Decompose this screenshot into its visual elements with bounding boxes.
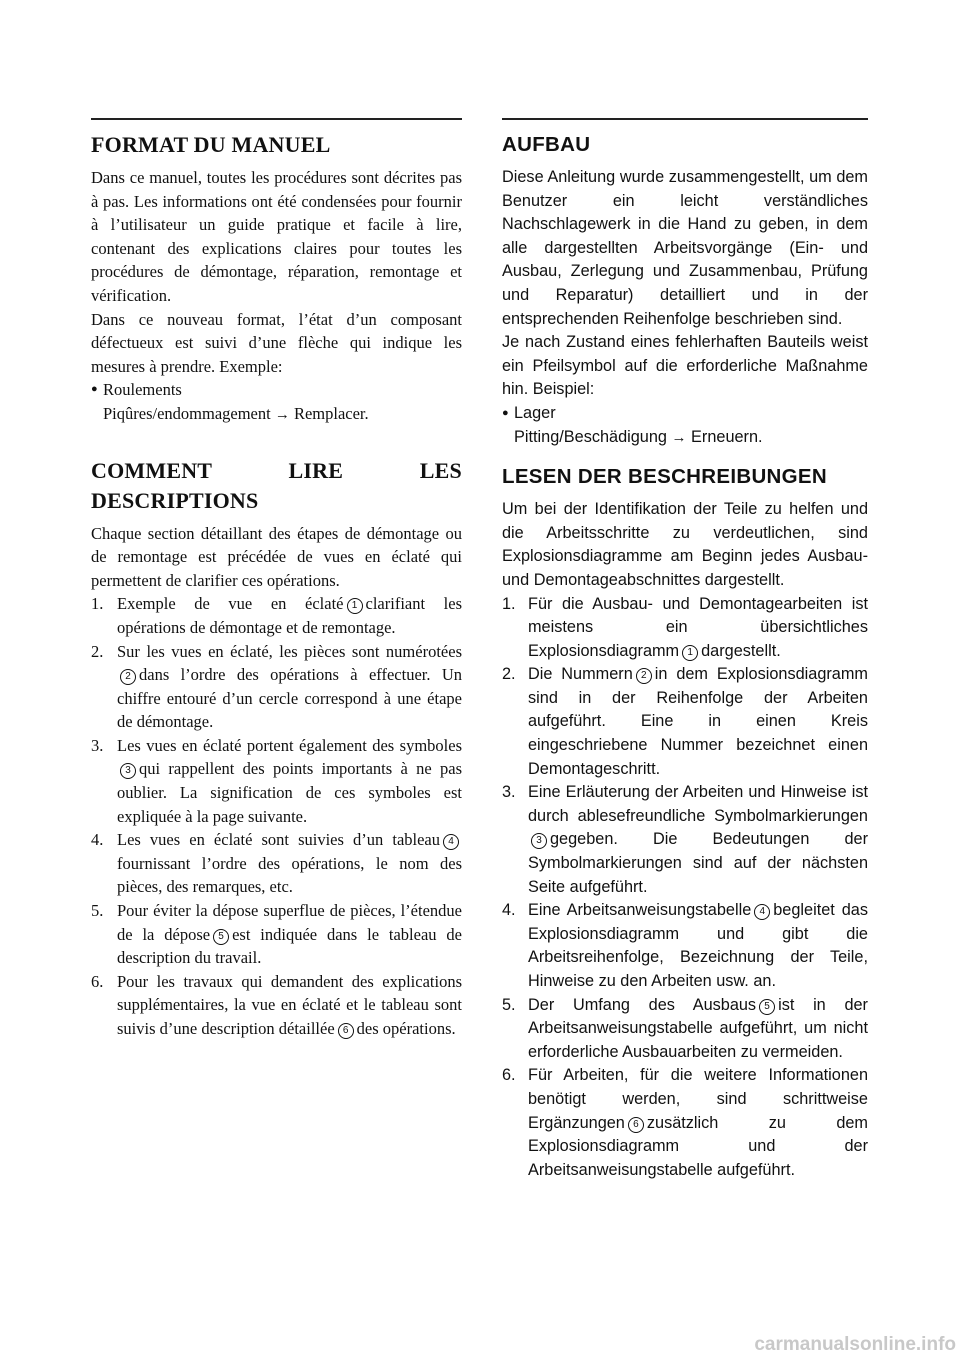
list-item-number: 6. xyxy=(502,1066,516,1085)
arrow-icon: → xyxy=(671,428,687,446)
list-item-number: 2. xyxy=(91,641,104,661)
french-example-item: Roulements xyxy=(103,380,182,400)
list-item-number: 4. xyxy=(502,901,516,920)
list-item xyxy=(91,592,462,639)
list-item xyxy=(502,1064,868,1182)
list-item-text: Eine Arbeitsanweisungstabelle 4 begleitet das Explosionsdiagramm und gibt die Arbeitsreihenfolge, Bezeichnung der Teile, Hinweise zu den Arbeiten usw. an. xyxy=(528,901,868,990)
list-item-number: 3. xyxy=(502,783,516,802)
list-item-text: Für Arbeiten, für die weitere Informationen benötigt werden, sind schrittweise Ergänzungen 6 zusätzlich zu dem Explosionsdiagramm und der Arbeitsanweisungstabelle aufgeführt. xyxy=(528,1066,868,1179)
list-item-number: 4. xyxy=(91,830,104,850)
german-arrow-paragraph: Je nach Zustand eines fehlerhaften Bauteils weist ein Pfeilsymbol auf die erforderliche Maßnahme hin. Beispiel: xyxy=(502,333,868,399)
german-heading-aufbau: AUFBAU xyxy=(502,133,591,156)
list-item xyxy=(91,970,462,1041)
list-item-number: 1. xyxy=(91,594,104,614)
bullet-icon: ● xyxy=(502,406,509,419)
german-descriptions-intro: Um bei der Identifikation der Teile zu helfen und die Arbeitsschritte zu verdeutlichen, sind Explosionsdiagramme am Beginn jedes Ausbau- und Demontageabschnittes dargestellt. xyxy=(502,500,868,589)
german-column xyxy=(502,120,868,1182)
french-column xyxy=(91,120,462,1041)
list-item xyxy=(502,994,868,1065)
french-heading-format: FORMAT DU MANUEL xyxy=(91,132,331,157)
french-arrow-paragraph: Dans ce nouveau format, l’état d’un composant défectueux est suivi d’une flèche qui indique les mesures à prendre. Exemple: xyxy=(91,309,462,376)
list-item-text: Exemple de vue en éclaté 1 clarifiant les opérations de démontage et de remontage. xyxy=(117,594,462,637)
list-item xyxy=(502,781,868,899)
list-item-text: Sur les vues en éclaté, les pièces sont numérotées2 dans l’ordre des opérations à effectuer. Un chiffre entouré d’un cercle correspond à une étape de démontage. xyxy=(117,641,462,732)
circled-number-icon: 3 xyxy=(531,833,547,849)
list-item-number: 5. xyxy=(91,901,104,921)
list-item-number: 3. xyxy=(91,735,104,755)
german-example-line xyxy=(514,426,868,450)
circled-number-icon: 5 xyxy=(213,929,229,945)
circled-number-icon: 1 xyxy=(347,598,363,614)
french-example-line xyxy=(103,402,462,428)
circled-number-icon: 2 xyxy=(120,669,136,685)
list-item-number: 5. xyxy=(502,995,516,1014)
german-example-condition: Pitting/Beschädigung xyxy=(514,427,667,446)
list-item xyxy=(91,828,462,899)
german-intro-paragraph: Diese Anleitung wurde zusammengestellt, um dem Benutzer ein leicht verständliches Nachschlagewerk in die Hand zu geben, in dem alle dargestellten Arbeitsvorgänge (Ein- und Ausbau, Zerlegung und Zusammenbau, Prüfung und Reparatur) detailliert und in der entsprechenden Reihenfolge beschrieben sind. xyxy=(502,168,868,328)
list-item-text: Die Nummern 2 in dem Explosionsdiagramm sind in der Reihenfolge der Arbeiten aufgeführt. Eine in einen Kreis eingeschriebene Nummer bezeichnet einen Demontageschritt. xyxy=(528,665,868,778)
french-example-condition: Piqûres/endommagement xyxy=(103,403,271,423)
list-item xyxy=(502,593,868,664)
circled-number-icon: 5 xyxy=(759,999,775,1015)
german-example-item: Lager xyxy=(514,403,556,422)
list-item-text: Pour éviter la dépose superflue de pièces, l’étendue de la dépose 5 est indiquée dans le tableau de description du travail. xyxy=(117,901,462,968)
arrow-icon: → xyxy=(274,406,290,423)
list-item xyxy=(91,899,462,970)
circled-number-icon: 3 xyxy=(120,763,136,779)
german-steps-list xyxy=(502,593,868,1183)
list-item xyxy=(502,663,868,781)
list-item-number: 2. xyxy=(502,665,516,684)
circled-number-icon: 6 xyxy=(338,1023,354,1039)
watermark: carmanualsonline.info xyxy=(754,1334,956,1355)
list-item xyxy=(91,640,462,734)
list-item xyxy=(91,734,462,828)
circled-number-icon: 6 xyxy=(628,1117,644,1133)
list-item-text: Pour les travaux qui demandent des explications supplémentaires, la vue en éclaté et le tableau sont suivis d’une description détaillée 6 des opérations. xyxy=(117,971,462,1038)
list-item-text: Les vues en éclaté portent également des symboles3 qui rappellent des points importants à ne pas oublier. La signification de ces symboles est expliquée à la page suivante. xyxy=(117,735,462,826)
list-item-text: Les vues en éclaté sont suivies d’un tableau 4fournissant l’ordre des opérations, le nom des pièces, des remarques, etc. xyxy=(117,830,462,897)
french-heading-descriptions: COMMENT LIRE LES DESCRIPTIONS xyxy=(91,457,462,513)
circled-number-icon: 1 xyxy=(682,645,698,661)
french-intro-paragraph: Dans ce manuel, toutes les procédures sont décrites pas à pas. Les informations ont été condensées pour fournir à l’utilisateur un guide pratique et facile à lire, contenant des explications claires pour toutes les procédures de démontage, réparation, remontage et vérification. xyxy=(91,168,462,305)
german-heading-beschreibungen: LESEN DER BESCHREIBUNGEN xyxy=(502,465,827,489)
french-descriptions-intro: Chaque section détaillant des étapes de démontage ou de remontage est précédée de vues en éclaté qui permettent de clarifier ces opérations. xyxy=(91,523,462,590)
list-item-text: Der Umfang des Ausbaus 5 ist in der Arbeitsanweisungstabelle aufgeführt, um nicht erforderliche Ausbauarbeiten zu vermeiden. xyxy=(528,995,868,1061)
french-example-bullet xyxy=(91,378,462,402)
list-item-number: 1. xyxy=(502,594,516,613)
list-item-text: Für die Ausbau- und Demontagearbeiten ist meistens ein übersichtliches Explosionsdiagramm 1 dargestellt. xyxy=(528,594,868,660)
circled-number-icon: 2 xyxy=(636,668,652,684)
german-example-bullet xyxy=(502,402,868,426)
bullet-icon: ● xyxy=(91,383,98,396)
list-item-number: 6. xyxy=(91,971,104,991)
french-steps-list xyxy=(91,592,462,1040)
list-item xyxy=(502,899,868,993)
circled-number-icon: 4 xyxy=(754,904,770,920)
german-example-action: Erneuern. xyxy=(691,427,763,446)
circled-number-icon: 4 xyxy=(443,834,459,850)
list-item-text: Eine Erläuterung der Arbeiten und Hinweise ist durch ablesefreundliche Symbolmarkierungen3 gegeben. Die Bedeutungen der Symbolmarkierungen sind auf der nächsten Seite aufgeführt. xyxy=(528,783,868,896)
french-example-action: Remplacer. xyxy=(293,403,369,423)
